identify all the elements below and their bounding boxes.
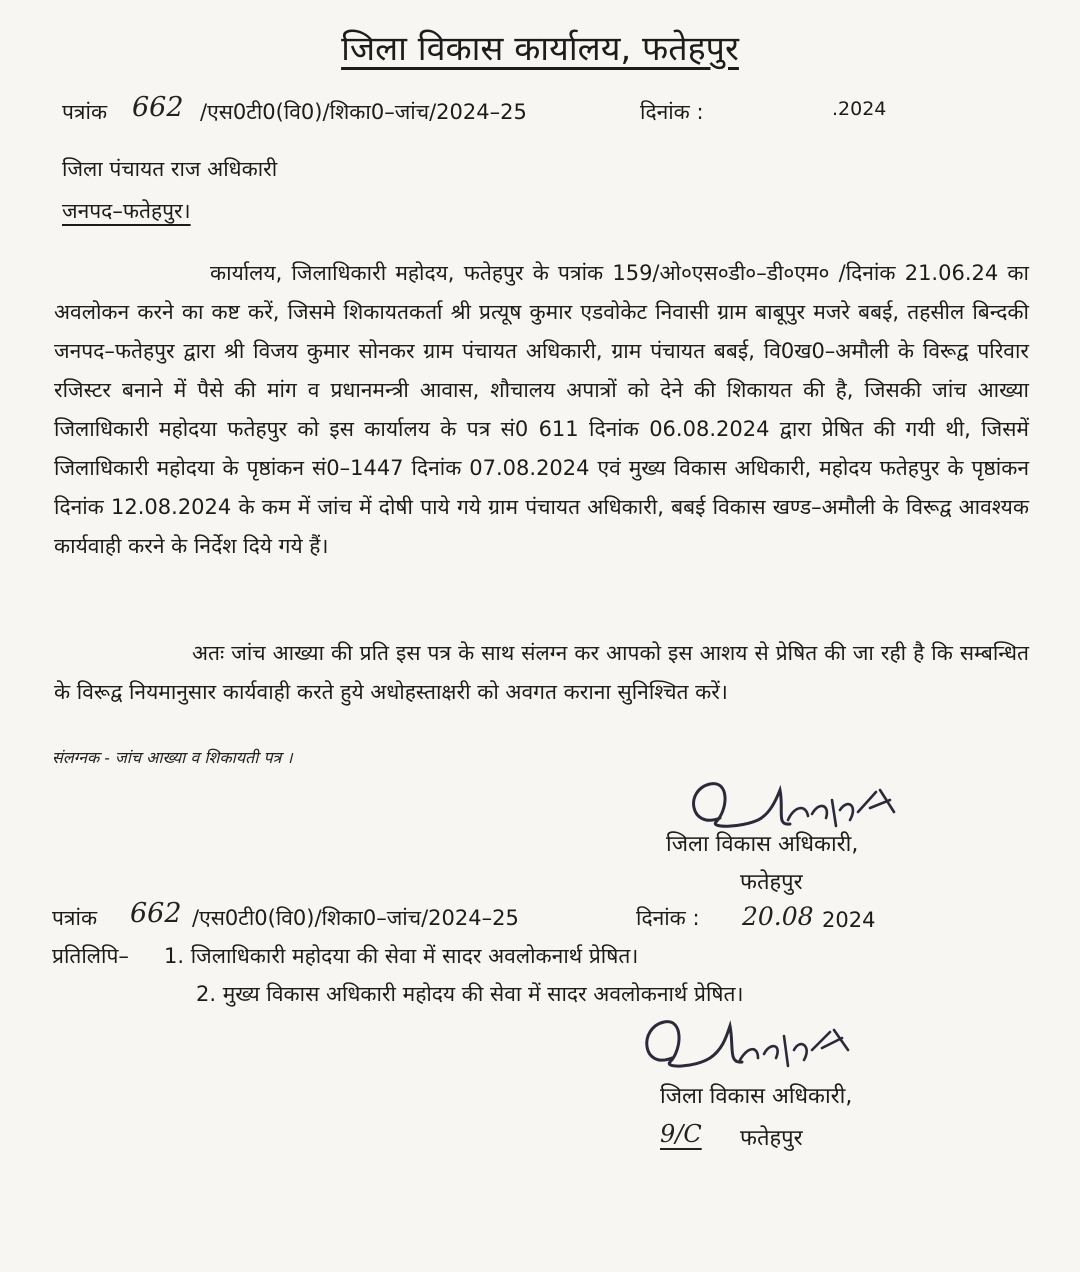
addressee-line2: जनपद–फतेहपुर। xyxy=(62,199,191,223)
reference-number-handwritten: 662 xyxy=(132,92,184,123)
date-value: .2024 xyxy=(832,98,887,120)
reference-bottom-code: /एस0टी0(वि0)/शिका0–जांच/2024–25 xyxy=(192,906,519,930)
signature-1-designation: जिला विकास अधिकारी, xyxy=(666,832,859,857)
enclosure-note: संलग्नक - जांच आख्या व शिकायती पत्र । xyxy=(52,748,293,767)
addressee-line1: जिला पंचायत राज अधिकारी xyxy=(62,157,278,181)
body-paragraph-2: अतः जांच आख्या की प्रति इस पत्र के साथ संलग्न कर आपको इस आशय से प्रेषित की जा रही है कि सम्बन्धित के विरूद्व नियमानुसार कार्यवाही करते हुये अधोहस्ताक्षरी को अवगत कराना सुनिश्चित करें। xyxy=(54,641,1029,704)
copy-to-item-1: 1. जिलाधिकारी महोदया की सेवा में सादर अवलोकनार्थ प्रेषित। xyxy=(164,944,639,968)
signature-2 xyxy=(636,1010,866,1080)
copy-to-item-2: 2. मुख्य विकास अधिकारी महोदय की सेवा में सादर अवलोकनार्थ प्रेषित। xyxy=(196,982,744,1006)
page-title: जिला विकास कार्यालय, फतेहपुर xyxy=(341,29,739,69)
signature-2-designation: जिला विकास अधिकारी, xyxy=(660,1084,853,1109)
reference-label: पत्रांक xyxy=(62,100,108,124)
signature-2-place: फतेहपुर xyxy=(740,1126,803,1151)
reference-bottom-number-handwritten: 662 xyxy=(130,898,182,929)
reference-code: /एस0टी0(वि0)/शिका0–जांच/2024–25 xyxy=(200,100,527,124)
signature-1-place: फतेहपुर xyxy=(740,870,803,895)
signature-2-initials: 9/C xyxy=(660,1120,702,1148)
reference-bottom-date-handwritten: 20.08 xyxy=(742,902,814,931)
reference-bottom-date-year: 2024 xyxy=(822,908,876,932)
reference-bottom-date-label: दिनांक : xyxy=(636,906,700,930)
date-label: दिनांक : xyxy=(640,100,704,124)
reference-bottom-label: पत्रांक xyxy=(52,906,98,930)
body-paragraph-1: कार्यालय, जिलाधिकारी महोदय, फतेहपुर के पत्रांक 159/ओ०एस०डी०–डी०एम० /दिनांक 21.06.24 का अवलोकन करने का कष्ट करें, जिसमे शिकायतकर्ता श्री प्रत्यूष कुमार एडवोकेट निवासी ग्राम बाबूपुर मजरे बबई, तहसील बिन्दकी जनपद–फतेहपुर द्वारा श्री विजय कुमार सोनकर ग्राम पंचायत अधिकारी, ग्राम पंचायत बबई, वि0ख0–अमौली के विरूद्व परिवार रजिस्टर बनाने में पैसे की मांग व प्रधानमन्त्री आवास, शौचालय अपात्रों को देने की शिकायत की है, जिसकी जांच आख्या जिलाधिकारी महोदया फतेहपुर को इस कार्यालय के पत्र सं0 611 दिनांक 06.08.2024 द्वारा प्रेषित की गयी थी, जिसमें जिलाधिकारी महोदया के पृष्ठांकन सं0–1447 दिनांक 07.08.2024 एवं मुख्य विकास अधिकारी, महोदय फतेहपुर के पृष्ठांकन दिनांक 12.08.2024 के कम में जांच में दोषी पाये गये ग्राम पंचायत अधिकारी, बबई विकास खण्ड–अमौली के विरूद्व आवश्यक कार्यवाही करने के निर्देश दिये गये हैं। xyxy=(54,261,1029,558)
copy-to-label: प्रतिलिपि– xyxy=(52,944,129,968)
